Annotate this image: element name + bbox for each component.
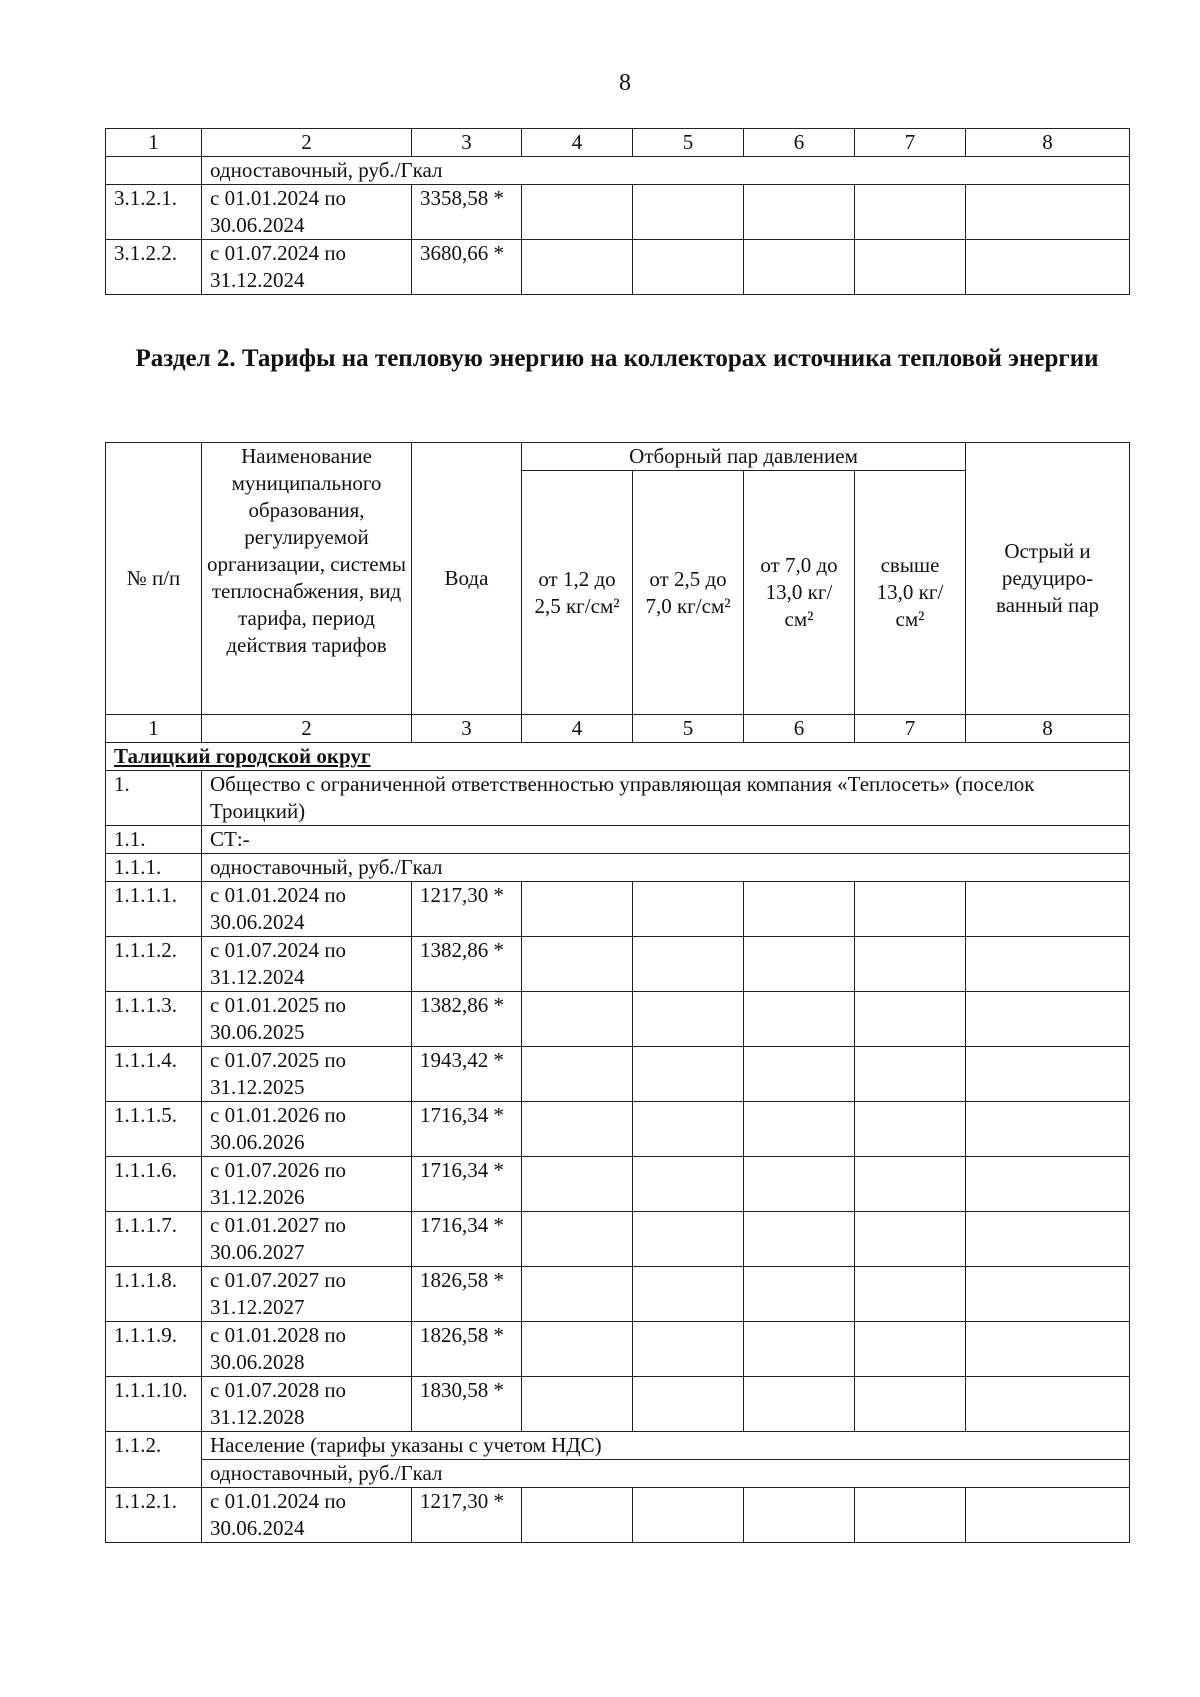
tariff-row <box>106 1047 1130 1102</box>
empty-tariff-cell <box>855 185 966 240</box>
tariff-period: с 01.07.2028 по 31.12.2028 <box>202 1377 412 1432</box>
empty-tariff-cell <box>744 1212 855 1267</box>
row-number: 1.1.1.5. <box>106 1102 202 1157</box>
district-name: Талицкий городской округ <box>106 743 1130 771</box>
row-number: 1. <box>106 771 202 826</box>
empty-tariff-cell <box>966 937 1130 992</box>
empty-tariff-cell <box>633 185 744 240</box>
tariff-period: с 01.01.2024 по 30.06.2024 <box>202 1488 412 1543</box>
column-number-2: 2 <box>202 129 412 157</box>
empty-tariff-cell <box>522 1488 633 1543</box>
row-number: 3.1.2.1. <box>106 185 202 240</box>
empty-tariff-cell <box>966 185 1130 240</box>
tariff-period: с 01.01.2027 по 30.06.2027 <box>202 1212 412 1267</box>
header-steam-group: Отборный пар давлением <box>522 443 966 471</box>
header-name: Наименование муниципального образования, регулируемой организации, системы теплоснабжения, вид тарифа, период действия тарифов <box>202 443 412 715</box>
empty-tariff-cell <box>633 1488 744 1543</box>
empty-tariff-cell <box>633 240 744 295</box>
empty-tariff-cell <box>744 1322 855 1377</box>
empty-tariff-cell <box>633 1047 744 1102</box>
empty-tariff-cell <box>966 992 1130 1047</box>
column-number-1: 1 <box>106 715 202 743</box>
water-tariff: 3680,66 * <box>412 240 522 295</box>
water-tariff: 1382,86 * <box>412 937 522 992</box>
empty-tariff-cell <box>522 1157 633 1212</box>
tariff-row <box>106 1102 1130 1157</box>
empty-tariff-cell <box>633 882 744 937</box>
empty-tariff-cell <box>522 240 633 295</box>
header-steam-1-2: от 1,2 до 2,5 кг/см² <box>522 471 633 715</box>
empty-tariff-cell <box>744 882 855 937</box>
row-number: 1.1.1.10. <box>106 1377 202 1432</box>
header-sharp-steam: Острый и редуциро-ванный пар <box>966 443 1130 715</box>
empty-tariff-cell <box>966 1267 1130 1322</box>
row-number: 1.1.2. <box>106 1432 202 1488</box>
tariff-period: с 01.07.2024 по 31.12.2024 <box>202 240 412 295</box>
empty-tariff-cell <box>633 1267 744 1322</box>
empty-tariff-cell <box>855 882 966 937</box>
tariff-row <box>106 992 1130 1047</box>
tariff-row <box>106 937 1130 992</box>
column-number-row <box>106 129 1130 157</box>
tariff-type-label: одноставочный, руб./Гкал <box>202 157 1130 185</box>
empty-tariff-cell <box>744 1157 855 1212</box>
water-tariff: 3358,58 * <box>412 185 522 240</box>
tariff-row <box>106 1322 1130 1377</box>
empty-tariff-cell <box>522 1212 633 1267</box>
tariff-period: с 01.01.2024 по 30.06.2024 <box>202 185 412 240</box>
column-number-6: 6 <box>744 129 855 157</box>
water-tariff: 1943,42 * <box>412 1047 522 1102</box>
tariff-period: с 01.01.2026 по 30.06.2026 <box>202 1102 412 1157</box>
column-number-8: 8 <box>966 129 1130 157</box>
row-number: 1.1.1.8. <box>106 1267 202 1322</box>
tariff-type-label: одноставочный, руб./Гкал <box>202 1460 1130 1488</box>
empty-tariff-cell <box>966 882 1130 937</box>
empty-tariff-cell <box>855 1157 966 1212</box>
empty-tariff-cell <box>744 240 855 295</box>
tariff-period: с 01.07.2026 по 31.12.2026 <box>202 1157 412 1212</box>
tariff-type-row <box>106 854 1130 882</box>
empty-tariff-cell <box>633 992 744 1047</box>
water-tariff: 1716,34 * <box>412 1157 522 1212</box>
water-tariff: 1217,30 * <box>412 1488 522 1543</box>
empty-tariff-cell <box>522 882 633 937</box>
population-label: Население (тарифы указаны с учетом НДС) <box>202 1432 1130 1460</box>
population-row <box>106 1432 1130 1460</box>
tariff-period: с 01.01.2025 по 30.06.2025 <box>202 992 412 1047</box>
column-number-3: 3 <box>412 715 522 743</box>
water-tariff: 1217,30 * <box>412 882 522 937</box>
header-num: № п/п <box>106 443 202 715</box>
empty-tariff-cell <box>966 1157 1130 1212</box>
column-number-row <box>106 715 1130 743</box>
column-number-4: 4 <box>522 129 633 157</box>
empty-tariff-cell <box>522 1267 633 1322</box>
system-label: СТ:- <box>202 826 1130 854</box>
empty-tariff-cell <box>744 937 855 992</box>
row-number: 1.1.1.6. <box>106 1157 202 1212</box>
empty-tariff-cell <box>966 1047 1130 1102</box>
row-number: 1.1.1.7. <box>106 1212 202 1267</box>
header-steam-7-0: от 7,0 до 13,0 кг/см² <box>744 471 855 715</box>
water-tariff: 1830,58 * <box>412 1377 522 1432</box>
empty-tariff-cell <box>522 185 633 240</box>
tariff-row <box>106 1157 1130 1212</box>
empty-tariff-cell <box>633 1157 744 1212</box>
tariff-type-row <box>106 157 1130 185</box>
empty-tariff-cell <box>966 1102 1130 1157</box>
tariff-row <box>106 1267 1130 1322</box>
district-row <box>106 743 1130 771</box>
empty-tariff-cell <box>522 1377 633 1432</box>
column-number-6: 6 <box>744 715 855 743</box>
row-number: 1.1. <box>106 826 202 854</box>
empty-tariff-cell <box>966 1322 1130 1377</box>
tariff-type-row <box>106 1460 1130 1488</box>
column-number-2: 2 <box>202 715 412 743</box>
water-tariff: 1716,34 * <box>412 1102 522 1157</box>
tariff-period: с 01.01.2024 по 30.06.2024 <box>202 882 412 937</box>
empty-tariff-cell <box>855 1212 966 1267</box>
empty-tariff-cell <box>522 1047 633 1102</box>
header-water: Вода <box>412 443 522 715</box>
empty-tariff-cell <box>744 1377 855 1432</box>
water-tariff: 1826,58 * <box>412 1322 522 1377</box>
empty-tariff-cell <box>522 1102 633 1157</box>
header-steam-2-5: от 2,5 до 7,0 кг/см² <box>633 471 744 715</box>
empty-tariff-cell <box>633 1212 744 1267</box>
row-number: 3.1.2.2. <box>106 240 202 295</box>
main-tariff-table <box>105 442 1130 1543</box>
empty-tariff-cell <box>855 1488 966 1543</box>
column-number-4: 4 <box>522 715 633 743</box>
empty-tariff-cell <box>744 1047 855 1102</box>
column-number-1: 1 <box>106 129 202 157</box>
empty-tariff-cell <box>855 937 966 992</box>
column-number-7: 7 <box>855 715 966 743</box>
empty-tariff-cell <box>855 992 966 1047</box>
tariff-row <box>106 1377 1130 1432</box>
empty-tariff-cell <box>633 1322 744 1377</box>
row-number: 1.1.1.4. <box>106 1047 202 1102</box>
column-number-3: 3 <box>412 129 522 157</box>
tariff-period: с 01.07.2027 по 31.12.2027 <box>202 1267 412 1322</box>
empty-tariff-cell <box>855 240 966 295</box>
empty-tariff-cell <box>966 240 1130 295</box>
empty-tariff-cell <box>855 1267 966 1322</box>
empty-tariff-cell <box>744 1488 855 1543</box>
empty-tariff-cell <box>744 1267 855 1322</box>
row-number: 1.1.1.1. <box>106 882 202 937</box>
section-title: Раздел 2. Тарифы на тепловую энергию на коллекторах источника тепловой энергии <box>135 345 1099 372</box>
header-row <box>106 443 1130 471</box>
tariff-row <box>106 1488 1130 1543</box>
tariff-period: с 01.07.2024 по 31.12.2024 <box>202 937 412 992</box>
row-number: 1.1.2.1. <box>106 1488 202 1543</box>
row-number: 1.1.1.2. <box>106 937 202 992</box>
column-number-7: 7 <box>855 129 966 157</box>
empty-tariff-cell <box>966 1377 1130 1432</box>
column-number-5: 5 <box>633 715 744 743</box>
empty-tariff-cell <box>744 992 855 1047</box>
top-tariff-table <box>105 128 1130 295</box>
empty-tariff-cell <box>966 1488 1130 1543</box>
empty-tariff-cell <box>633 1377 744 1432</box>
organization-row <box>106 771 1130 826</box>
empty-tariff-cell <box>855 1047 966 1102</box>
organization-name: Общество с ограниченной ответственностью управляющая компания «Теплосеть» (поселок Троицкий) <box>202 771 1130 826</box>
tariff-period: с 01.01.2028 по 30.06.2028 <box>202 1322 412 1377</box>
empty-tariff-cell <box>744 1102 855 1157</box>
tariff-row <box>106 882 1130 937</box>
column-number-5: 5 <box>633 129 744 157</box>
tariff-row <box>106 185 1130 240</box>
page-number: 8 <box>619 70 631 96</box>
water-tariff: 1716,34 * <box>412 1212 522 1267</box>
water-tariff: 1382,86 * <box>412 992 522 1047</box>
row-number: 1.1.1. <box>106 854 202 882</box>
empty-tariff-cell <box>522 937 633 992</box>
empty-tariff-cell <box>522 992 633 1047</box>
empty-tariff-cell <box>855 1102 966 1157</box>
header-steam-13: свыше 13,0 кг/см² <box>855 471 966 715</box>
empty-tariff-cell <box>744 185 855 240</box>
water-tariff: 1826,58 * <box>412 1267 522 1322</box>
empty-tariff-cell <box>855 1322 966 1377</box>
tariff-row <box>106 240 1130 295</box>
system-row <box>106 826 1130 854</box>
row-number: 1.1.1.9. <box>106 1322 202 1377</box>
row-number: 1.1.1.3. <box>106 992 202 1047</box>
empty-tariff-cell <box>855 1377 966 1432</box>
column-number-8: 8 <box>966 715 1130 743</box>
empty-tariff-cell <box>633 937 744 992</box>
empty-tariff-cell <box>522 1322 633 1377</box>
empty-tariff-cell <box>633 1102 744 1157</box>
tariff-type-label: одноставочный, руб./Гкал <box>202 854 1130 882</box>
empty-tariff-cell <box>966 1212 1130 1267</box>
tariff-row <box>106 1212 1130 1267</box>
tariff-period: с 01.07.2025 по 31.12.2025 <box>202 1047 412 1102</box>
